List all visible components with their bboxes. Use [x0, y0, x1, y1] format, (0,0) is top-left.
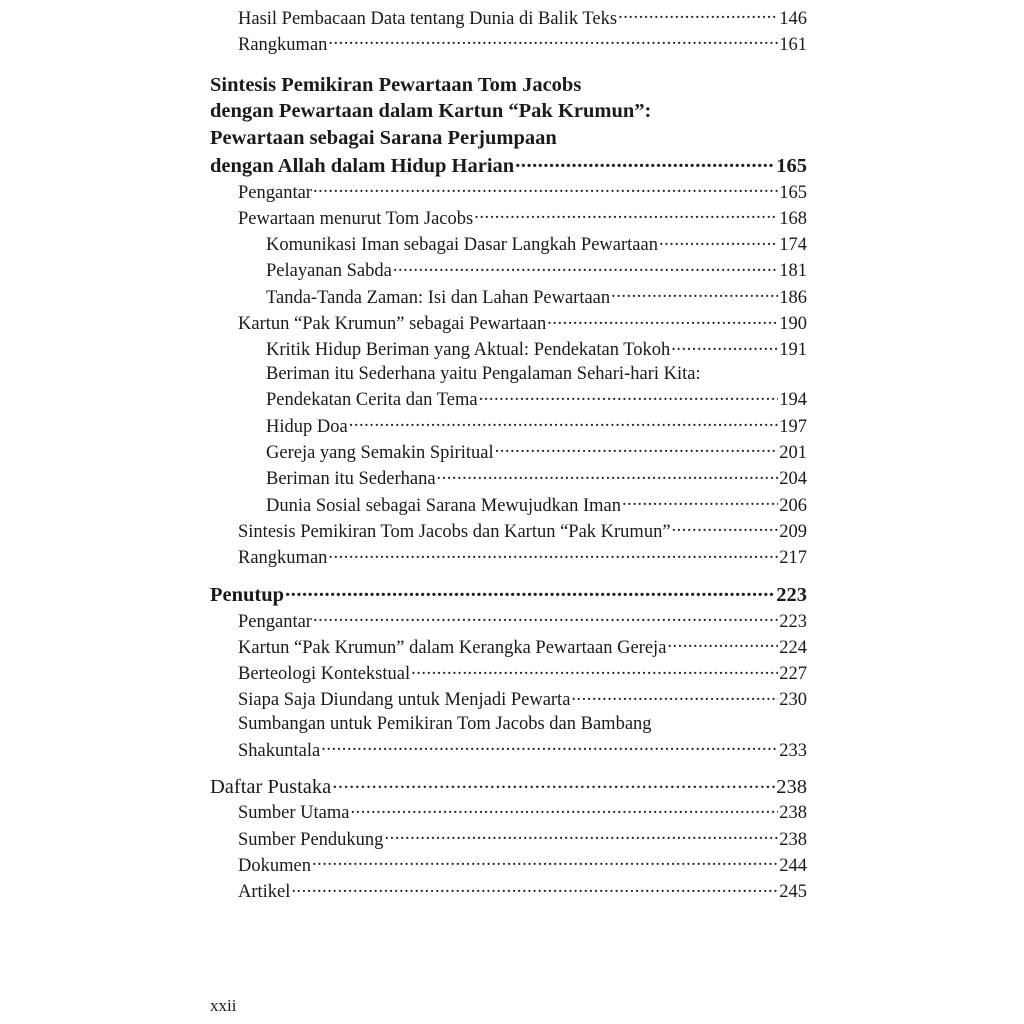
toc-entry[interactable]	[210, 311, 807, 337]
dot-leader	[672, 518, 779, 537]
toc-entry-page: 227	[779, 664, 807, 685]
dot-leader	[611, 284, 778, 303]
page-folio-number: xxii	[210, 996, 237, 1015]
chapter-heading-line: Sintesis Pemikiran Pewartaan Tom Jacobs	[210, 73, 582, 96]
toc-entry[interactable]	[210, 518, 807, 544]
toc-entry-title: Sumber Pendukung	[238, 829, 384, 850]
toc-chapter-entry[interactable]	[210, 151, 807, 179]
toc-entry-title: Hasil Pembacaan Data tentang Dunia di Balik Teks	[238, 8, 618, 29]
toc-entry-title: Pewartaan menurut Tom Jacobs	[238, 208, 474, 229]
toc-entry-wrapped-line[interactable]: Beriman itu Sederhana yaitu Pengalaman Sehari-hari Kita:	[266, 364, 701, 385]
toc-entry-title: Dunia Sosial sebagai Sarana Mewujudkan Iman	[266, 495, 622, 516]
toc-entry-page: 206	[779, 495, 807, 516]
toc-entry-page: 186	[779, 287, 807, 308]
toc-entry[interactable]	[210, 634, 807, 660]
toc-entry-title: Siapa Saja Diundang untuk Menjadi Pewarta	[238, 690, 571, 711]
toc-entry-page: 233	[779, 740, 807, 761]
toc-entry-title: Gereja yang Semakin Spiritual	[266, 443, 494, 464]
toc-entry-title: Rangkuman	[238, 34, 328, 55]
toc-entry-title: Pelayanan Sabda	[266, 261, 392, 282]
toc-entry-title: Kartun “Pak Krumun” sebagai Pewartaan	[238, 314, 547, 335]
toc-chapter-entry[interactable]	[210, 580, 807, 608]
dot-leader	[479, 387, 779, 406]
toc-entry[interactable]	[210, 205, 807, 231]
toc-entry-page: 209	[779, 521, 807, 542]
dot-leader	[328, 545, 778, 564]
dot-leader	[349, 413, 779, 432]
dot-leader	[285, 580, 775, 601]
toc-entry-title: Pendekatan Cerita dan Tema	[266, 390, 478, 411]
toc-entry[interactable]	[210, 826, 807, 852]
toc-entry-page: 238	[779, 829, 807, 850]
toc-entry[interactable]	[210, 440, 807, 466]
dot-leader	[547, 311, 778, 330]
toc-entry-title: Komunikasi Iman sebagai Dasar Langkah Pewartaan	[266, 235, 658, 256]
toc-entry-page: 190	[779, 314, 807, 335]
toc-entry-title: Berteologi Kontekstual	[238, 664, 411, 685]
dot-leader	[321, 737, 778, 756]
dot-leader	[474, 205, 778, 224]
toc-entry[interactable]	[210, 413, 807, 439]
dot-leader	[515, 151, 775, 172]
toc-entry-page: 181	[779, 261, 807, 282]
toc-entry[interactable]	[210, 337, 807, 363]
dot-leader	[437, 466, 779, 485]
toc-chapter-daftar-pustaka	[210, 772, 807, 905]
dot-leader	[622, 492, 778, 511]
dot-leader	[312, 852, 778, 871]
toc-entry[interactable]	[210, 608, 807, 634]
dot-leader	[291, 879, 778, 898]
toc-entry-title: Sintesis Pemikiran Tom Jacobs dan Kartun “Pak Krumun”	[238, 521, 671, 542]
toc-entry-page: 201	[779, 443, 807, 464]
toc-entry[interactable]	[210, 661, 807, 687]
toc-entry-title: Artikel	[238, 882, 291, 903]
toc-entry-page: 223	[776, 583, 807, 606]
toc-entry-page: 244	[779, 855, 807, 876]
dot-leader	[618, 5, 778, 24]
toc-entry[interactable]	[210, 492, 807, 518]
toc-chapter-penutup	[210, 580, 807, 763]
toc-entry[interactable]	[210, 800, 807, 826]
toc-entry[interactable]	[210, 879, 807, 905]
toc-entry-page: 223	[779, 611, 807, 632]
toc-entry-title: Dokumen	[238, 855, 311, 876]
toc-entry[interactable]	[210, 31, 807, 57]
toc-entry[interactable]	[210, 179, 807, 205]
toc-entry-page: 191	[779, 340, 807, 361]
toc-entry-page: 204	[779, 469, 807, 490]
toc-chapter-entry[interactable]	[210, 772, 807, 800]
toc-entry-page: 168	[779, 208, 807, 229]
toc-entry-page: 238	[779, 803, 807, 824]
dot-leader	[313, 179, 778, 198]
toc-entry[interactable]	[210, 737, 807, 763]
toc-entry-page: 197	[779, 416, 807, 437]
toc-entry-page: 230	[779, 690, 807, 711]
dot-leader	[495, 440, 779, 459]
toc-entry[interactable]	[210, 232, 807, 258]
toc-entry[interactable]	[210, 387, 807, 413]
toc-entry-page: 238	[776, 775, 807, 798]
dot-leader	[351, 800, 779, 819]
toc-chapter-sintesis	[210, 72, 807, 571]
dot-leader	[332, 772, 775, 793]
dot-leader	[667, 634, 778, 653]
toc-entry-page: 194	[779, 390, 807, 411]
toc-entry-title: Kartun “Pak Krumun” dalam Kerangka Pewartaan Gereja	[238, 637, 667, 658]
toc-entry-title: Penutup	[210, 583, 285, 606]
toc-entry-title: Beriman itu Sederhana	[266, 469, 436, 490]
toc-entry-title: Sumber Utama	[238, 803, 350, 824]
dot-leader	[411, 661, 778, 680]
dot-leader	[571, 687, 778, 706]
dot-leader	[671, 337, 778, 356]
dot-leader	[384, 826, 778, 845]
toc-entry-page: 217	[779, 548, 807, 569]
dot-leader	[313, 608, 778, 627]
toc-entry-title: Pengantar	[238, 611, 312, 632]
chapter-heading-line: dengan Pewartaan dalam Kartun “Pak Krumun”:	[210, 100, 652, 123]
toc-entry[interactable]	[210, 284, 807, 310]
toc-entry-page: 165	[779, 182, 807, 203]
toc-entry[interactable]	[210, 466, 807, 492]
dot-leader	[328, 31, 778, 50]
toc-entry-page: 245	[779, 882, 807, 903]
toc-entry-title: Shakuntala	[238, 740, 321, 761]
toc-entry[interactable]	[210, 5, 807, 31]
toc-entry-title: dengan Allah dalam Hidup Harian	[210, 154, 515, 177]
toc-entry[interactable]	[210, 852, 807, 878]
dot-leader	[393, 258, 778, 277]
toc-entry-page: 161	[779, 34, 807, 55]
toc-entry-page: 165	[776, 154, 807, 177]
toc-entry[interactable]	[210, 258, 807, 284]
toc-entry-title: Pengantar	[238, 182, 312, 203]
toc-entry-wrapped-line[interactable]: Sumbangan untuk Pemikiran Tom Jacobs dan Bambang	[238, 714, 652, 735]
toc-entry-title: Hidup Doa	[266, 416, 348, 437]
toc-entry[interactable]	[210, 545, 807, 571]
toc-entry[interactable]	[210, 687, 807, 713]
toc-entry-page: 224	[779, 637, 807, 658]
toc-entry-title: Kritik Hidup Beriman yang Aktual: Pendekatan Tokoh	[266, 340, 671, 361]
table-of-contents	[210, 5, 807, 905]
toc-entry-title: Rangkuman	[238, 548, 328, 569]
toc-continued-group	[210, 5, 807, 58]
dot-leader	[659, 232, 778, 251]
toc-entry-page: 146	[779, 8, 807, 29]
toc-entry-page: 174	[779, 235, 807, 256]
chapter-heading-line: Pewartaan sebagai Sarana Perjumpaan	[210, 126, 557, 149]
toc-entry-title: Daftar Pustaka	[210, 775, 332, 798]
toc-entry-title: Tanda-Tanda Zaman: Isi dan Lahan Pewartaan	[266, 287, 611, 308]
